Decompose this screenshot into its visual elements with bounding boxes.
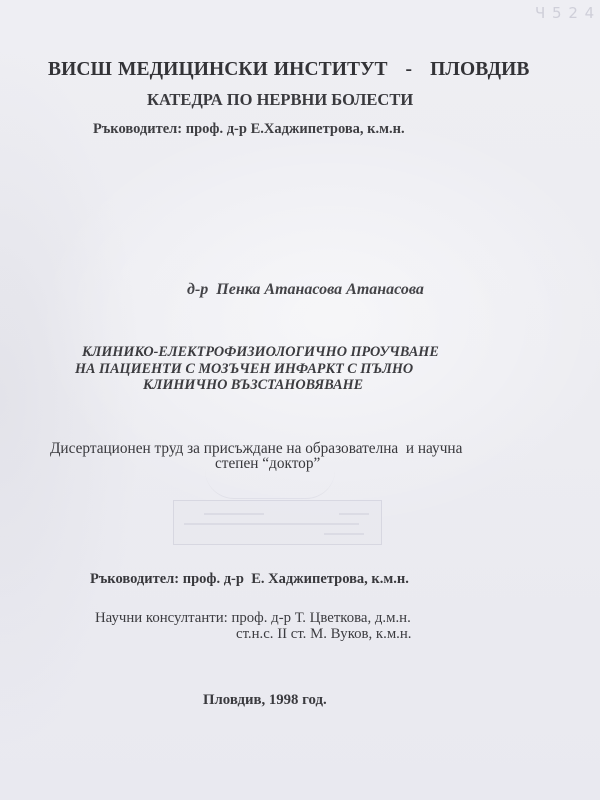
department-title: КАТЕДРА ПО НЕРВНИ БОЛЕСТИ [147, 90, 414, 109]
consultants-line-2: ст.н.с. II ст. М. Вуков, к.м.н. [236, 626, 412, 642]
stamp-ghost-text [184, 523, 359, 525]
handwritten-archive-mark: Ч 5 2 4 [535, 4, 596, 22]
stamp-ghost-text [339, 513, 369, 515]
thesis-title-line-1: КЛИНИКО-ЕЛЕКТРОФИЗИОЛОГИЧНО ПРОУЧВАНЕ [82, 344, 439, 360]
thesis-title-line-3: КЛИНИЧНО ВЪЗСТАНОВЯВАНЕ [143, 377, 364, 393]
degree-statement-line-1: Дисертационен труд за присъждане на образователна и научна [50, 440, 463, 457]
place-and-year: Пловдив, 1998 год. [203, 692, 327, 708]
institution-title: ВИСШ МЕДИЦИНСКИ ИНСТИТУТ - ПЛОВДИВ [48, 59, 530, 80]
degree-statement-line-2: степен “доктор” [215, 455, 321, 472]
consultants-line-1: Научни консултанти: проф. д-р Т. Цветкова, д.м.н. [95, 610, 411, 626]
stamp-ghost-text [204, 513, 264, 515]
supervisor: Ръководител: проф. д-р Е. Хаджипетрова, к.м.н. [90, 571, 409, 587]
thesis-title-line-2: НА ПАЦИЕНТИ С МОЗЪЧЕН ИНФАРКТ С ПЪЛНО [75, 361, 414, 377]
bleed-through-stamp-arc [205, 470, 335, 499]
author-name: д-р Пенка Атанасова Атанасова [187, 281, 424, 298]
bleed-through-stamp-box [173, 500, 382, 545]
stamp-ghost-text [324, 533, 364, 535]
head-of-department: Ръководител: проф. д-р Е.Хаджипетрова, к.м.н. [93, 121, 405, 137]
